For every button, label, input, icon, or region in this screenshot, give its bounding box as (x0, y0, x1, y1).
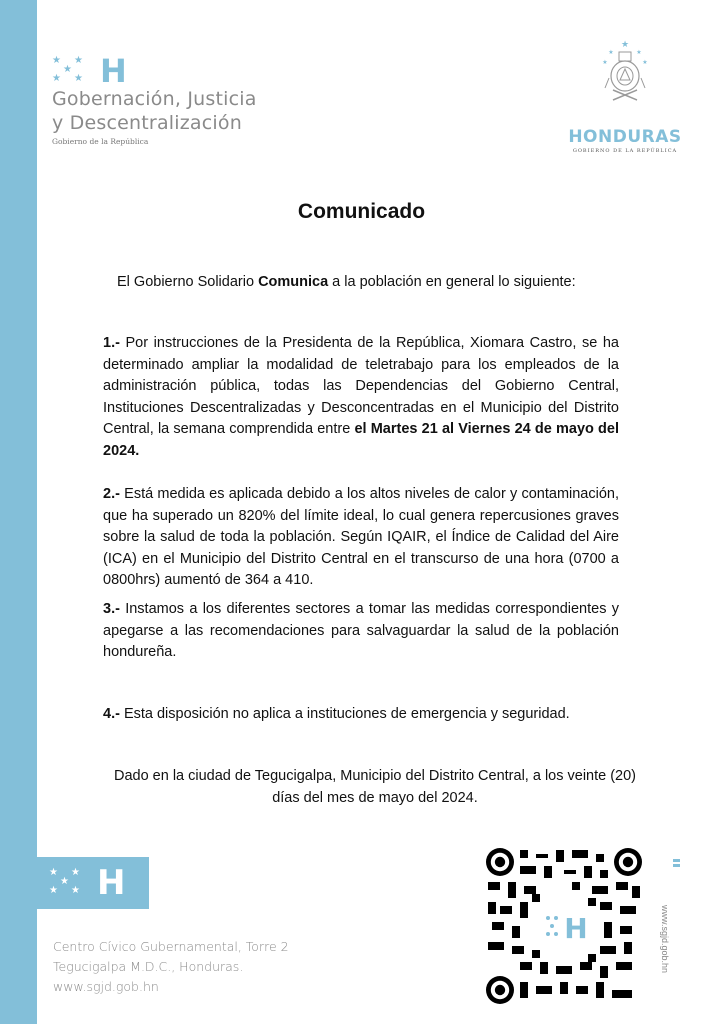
item-text: Por instrucciones de la Presidenta de la República, Xiomara Castro, se ha determinado ampliar la modalidad de teletrabajo para los empleados de la administración pública, todas las Dependencias del Gobierno Central, Instituciones Descentralizadas y Desconcentradas en el Municipio del Distrito Central, la semana comprendida entre (103, 335, 619, 437)
item-number: 3.- (103, 601, 120, 617)
address-line-1: Centro Cívico Gubernamental, Torre 2 (53, 939, 289, 954)
intro-paragraph (117, 272, 633, 294)
item-number: 4.- (103, 706, 120, 722)
side-website-text: www.sgjd.gob.hn (660, 905, 670, 974)
footer-website-link[interactable]: www.sgjd.gob.hn (53, 979, 159, 994)
item-text: Esta disposición no aplica a instituciones de emergencia y seguridad. (119, 706, 570, 722)
footer-logo-box (37, 857, 149, 909)
left-blue-stripe (0, 0, 37, 1024)
closing-line-1: Dado en la ciudad de Tegucigalpa, Municipio del Distrito Central, a los veinte (20) (113, 768, 637, 784)
coat-of-arms-icon (595, 38, 655, 108)
country-name: HONDURAS (568, 127, 682, 147)
ministry-name-line1: Gobernación, Justicia (52, 88, 257, 110)
svg-text:H: H (564, 912, 588, 945)
item-2 (103, 484, 619, 592)
h-mark-icon: H (100, 52, 127, 90)
svg-text:★: ★ (602, 60, 608, 66)
item-number: 1.- (103, 335, 120, 351)
closing-line-2: días del mes de mayo del 2024. (272, 789, 478, 806)
item-3 (103, 599, 619, 664)
intro-bold: Comunica (258, 274, 329, 290)
item-4 (103, 704, 619, 726)
item-text: Instamos a los diferentes sectores a tomar las medidas correspondientes y apegarse a las recomendaciones para salvaguardar la salud de la población hondureña. (103, 601, 619, 660)
item-number: 2.- (103, 486, 120, 502)
closing-statement (90, 766, 660, 809)
stars-icon: ★ ★ ★ ★ ★ (52, 55, 83, 84)
svg-text:★: ★ (620, 39, 630, 49)
item-bold-dates: el Martes 21 al Viernes 24 de mayo del 2024. (103, 421, 619, 459)
svg-text:★: ★ (636, 50, 642, 56)
document-title: Comunicado (297, 200, 426, 223)
footer-address (53, 937, 289, 997)
qr-code[interactable] (484, 846, 644, 1006)
country-subtitle: GOBIERNO DE LA REPÚBLICA (572, 148, 678, 154)
item-1 (103, 333, 619, 462)
ministry-name-line2: y Descentralización (52, 112, 242, 134)
svg-text:★: ★ (642, 60, 648, 66)
address-line-2: Tegucigalpa M.D.C., Honduras. (53, 959, 244, 974)
ministry-logo (52, 52, 257, 146)
stars-icon: ★ ★ ★ ★ ★ (49, 867, 80, 896)
item-text: Está medida es aplicada debido a los altos niveles de calor y contaminación, que ha superado un 820% del límite ideal, lo cual genera repercusiones graves sobre la salud de toda la población. Según IQAIR, el Índice de Calidad del Aire (ICA) en el Municipio del Distrito Central en el transcurso de una hora (0700 a 0800hrs) aumentó de 364 a 410. (103, 486, 619, 588)
side-equals-icon (673, 859, 680, 862)
svg-text:★: ★ (608, 50, 614, 56)
honduras-logo (566, 38, 684, 154)
intro-suffix: a la población en general lo siguiente: (328, 274, 576, 290)
intro-prefix: El Gobierno Solidario (117, 274, 259, 290)
ministry-subtitle: Gobierno de la República (52, 137, 149, 146)
h-mark-icon: H (97, 863, 126, 903)
